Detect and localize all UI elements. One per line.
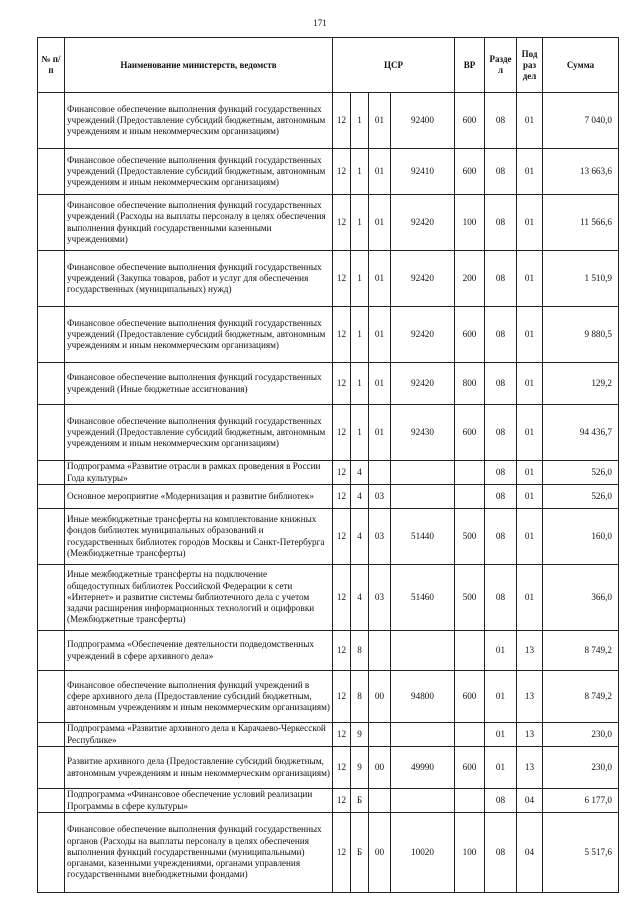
table-row: [38, 93, 619, 149]
cell-name: Подпрограмма «Развитие отрасли в рамках проведения в России Года культуры»: [65, 461, 333, 485]
header-razdel: Разде л: [485, 38, 517, 93]
cell-num: [38, 251, 65, 307]
cell-rz: 08: [485, 789, 517, 813]
cell-sum: 13 663,6: [543, 149, 619, 195]
table-row: [38, 307, 619, 363]
cell-rz: 08: [485, 813, 517, 893]
cell-c1: 12: [333, 461, 351, 485]
table-row: [38, 363, 619, 405]
cell-c4: 49990: [391, 747, 455, 789]
cell-c2: 9: [351, 723, 369, 747]
cell-c4: 92430: [391, 405, 455, 461]
cell-c3: [369, 789, 391, 813]
cell-vr: 600: [455, 149, 485, 195]
table-row: [38, 485, 619, 509]
cell-vr: [455, 461, 485, 485]
table-row: [38, 789, 619, 813]
cell-c3: 01: [369, 307, 391, 363]
cell-sum: 160,0: [543, 509, 619, 565]
cell-sum: 230,0: [543, 723, 619, 747]
cell-c4: 10020: [391, 813, 455, 893]
cell-num: [38, 405, 65, 461]
cell-rz: 01: [485, 723, 517, 747]
cell-pr: 01: [517, 363, 543, 405]
cell-pr: 01: [517, 405, 543, 461]
cell-pr: 04: [517, 813, 543, 893]
cell-c2: 1: [351, 405, 369, 461]
cell-num: [38, 565, 65, 631]
cell-pr: 13: [517, 723, 543, 747]
cell-sum: 94 436,7: [543, 405, 619, 461]
cell-vr: 600: [455, 405, 485, 461]
cell-c2: 4: [351, 461, 369, 485]
cell-name: Финансовое обеспечение выполнения функций государственных учреждений (Предоставление субсидий бюджетным, автономным учреждениям и иным некоммерческим организациям): [65, 93, 333, 149]
cell-c3: 01: [369, 251, 391, 307]
cell-num: [38, 813, 65, 893]
table-row: [38, 813, 619, 893]
cell-pr: 01: [517, 149, 543, 195]
cell-num: [38, 671, 65, 723]
cell-num: [38, 631, 65, 671]
cell-c4: 92420: [391, 363, 455, 405]
cell-vr: 500: [455, 565, 485, 631]
cell-num: [38, 789, 65, 813]
cell-c1: 12: [333, 307, 351, 363]
cell-vr: [455, 723, 485, 747]
cell-c4: [391, 631, 455, 671]
cell-num: [38, 363, 65, 405]
cell-num: [38, 149, 65, 195]
cell-c2: 1: [351, 307, 369, 363]
header-summa: Сумма: [543, 38, 619, 93]
cell-c3: 00: [369, 671, 391, 723]
cell-c3: 03: [369, 485, 391, 509]
cell-sum: 1 510,9: [543, 251, 619, 307]
cell-num: [38, 747, 65, 789]
table-row: [38, 747, 619, 789]
cell-rz: 08: [485, 93, 517, 149]
cell-c3: 01: [369, 195, 391, 251]
cell-c2: 1: [351, 363, 369, 405]
header-csr: ЦСР: [333, 38, 455, 93]
cell-c2: 9: [351, 747, 369, 789]
cell-rz: 08: [485, 405, 517, 461]
cell-name: Финансовое обеспечение выполнения функций государственных учреждений (Иные бюджетные ассигнования): [65, 363, 333, 405]
header-podrazdel: Под раз дел: [517, 38, 543, 93]
cell-c2: 1: [351, 149, 369, 195]
cell-rz: 08: [485, 307, 517, 363]
cell-c3: 01: [369, 93, 391, 149]
cell-c1: 12: [333, 671, 351, 723]
cell-name: Иные межбюджетные трансферты на подключение общедоступных библиотек Российской Федерации к сети «Интернет» и развитие системы библиотечного дела с учетом задачи расширения информационных технологий и оцифровки (Межбюджетные трансферты): [65, 565, 333, 631]
cell-pr: 01: [517, 251, 543, 307]
cell-name: Финансовое обеспечение выполнения функций государственных учреждений (Предоставление субсидий бюджетным, автономным учреждениям и иным некоммерческим организациям): [65, 307, 333, 363]
cell-pr: 01: [517, 195, 543, 251]
cell-sum: 366,0: [543, 565, 619, 631]
cell-vr: 500: [455, 509, 485, 565]
cell-rz: 01: [485, 671, 517, 723]
cell-sum: 11 566,6: [543, 195, 619, 251]
cell-c4: [391, 789, 455, 813]
cell-name: Подпрограмма «Обеспечение деятельности подведомственных учреждений в сфере архивного дела»: [65, 631, 333, 671]
cell-vr: 600: [455, 93, 485, 149]
cell-rz: 01: [485, 631, 517, 671]
cell-vr: 200: [455, 251, 485, 307]
cell-pr: 13: [517, 631, 543, 671]
cell-c2: 4: [351, 565, 369, 631]
cell-c2: 8: [351, 671, 369, 723]
cell-c1: 12: [333, 565, 351, 631]
cell-vr: 600: [455, 747, 485, 789]
cell-num: [38, 195, 65, 251]
cell-sum: 7 040,0: [543, 93, 619, 149]
cell-c1: 12: [333, 251, 351, 307]
cell-sum: 5 517,6: [543, 813, 619, 893]
cell-vr: [455, 789, 485, 813]
cell-name: Подпрограмма «Финансовое обеспечение условий реализации Программы в сфере культуры»: [65, 789, 333, 813]
cell-vr: 600: [455, 307, 485, 363]
cell-c4: 51440: [391, 509, 455, 565]
cell-name: Иные межбюджетные трансферты на комплектование книжных фондов библиотек муниципальных образований и государственных библиотек городов Москвы и Санкт-Петербурга (Межбюджетные трансферты): [65, 509, 333, 565]
cell-rz: 08: [485, 363, 517, 405]
cell-num: [38, 307, 65, 363]
cell-c1: 12: [333, 813, 351, 893]
table-row: [38, 565, 619, 631]
cell-c2: 1: [351, 195, 369, 251]
cell-name: Финансовое обеспечение выполнения функций государственных учреждений (Расходы на выплаты персоналу в целях обеспечения выполнения функций государственными казенными учреждениями): [65, 195, 333, 251]
cell-c4: 51460: [391, 565, 455, 631]
cell-c2: 8: [351, 631, 369, 671]
cell-rz: 08: [485, 565, 517, 631]
cell-vr: [455, 631, 485, 671]
cell-c3: [369, 631, 391, 671]
table-row: [38, 195, 619, 251]
cell-name: Подпрограмма «Развитие архивного дела в Карачаево-Черкесской Республике»: [65, 723, 333, 747]
cell-c4: 92420: [391, 195, 455, 251]
cell-pr: 01: [517, 461, 543, 485]
cell-c2: 1: [351, 251, 369, 307]
cell-c3: 03: [369, 565, 391, 631]
cell-pr: 01: [517, 509, 543, 565]
cell-sum: 129,2: [543, 363, 619, 405]
cell-num: [38, 485, 65, 509]
table-row: [38, 251, 619, 307]
cell-c4: 92420: [391, 307, 455, 363]
cell-c2: 4: [351, 509, 369, 565]
cell-c1: 12: [333, 723, 351, 747]
cell-c4: 92400: [391, 93, 455, 149]
cell-c3: 01: [369, 149, 391, 195]
cell-c4: 94800: [391, 671, 455, 723]
table-row: [38, 631, 619, 671]
cell-name: Финансовое обеспечение выполнения функций государственных учреждений (Предоставление субсидий бюджетным, автономным учреждениям и иным некоммерческим организациям): [65, 405, 333, 461]
cell-c3: [369, 461, 391, 485]
cell-c1: 12: [333, 789, 351, 813]
cell-c1: 12: [333, 93, 351, 149]
cell-pr: 01: [517, 93, 543, 149]
table-row: [38, 723, 619, 747]
page-number: 171: [313, 18, 327, 28]
cell-sum: 230,0: [543, 747, 619, 789]
cell-rz: 08: [485, 149, 517, 195]
cell-c1: 12: [333, 149, 351, 195]
cell-c1: 12: [333, 747, 351, 789]
table-row: [38, 509, 619, 565]
cell-c1: 12: [333, 405, 351, 461]
cell-c4: 92420: [391, 251, 455, 307]
table-row: [38, 149, 619, 195]
cell-sum: 526,0: [543, 485, 619, 509]
cell-pr: 13: [517, 671, 543, 723]
cell-c3: 03: [369, 509, 391, 565]
cell-c1: 12: [333, 509, 351, 565]
cell-vr: 800: [455, 363, 485, 405]
cell-name: Финансовое обеспечение выполнения функций учреждений в сфере архивного дела (Предоставление субсидий бюджетным, автономным учреждениям и иным некоммерческим организациям): [65, 671, 333, 723]
cell-c4: [391, 461, 455, 485]
cell-num: [38, 509, 65, 565]
cell-vr: [455, 485, 485, 509]
table-body: [38, 93, 619, 893]
cell-pr: 04: [517, 789, 543, 813]
cell-name: Развитие архивного дела (Предоставление субсидий бюджетным, автономным учреждениям и иным некоммерческим организациям): [65, 747, 333, 789]
cell-sum: 8 749,2: [543, 671, 619, 723]
cell-c3: [369, 723, 391, 747]
cell-c3: 01: [369, 405, 391, 461]
cell-rz: 08: [485, 485, 517, 509]
header-vr: ВР: [455, 38, 485, 93]
cell-c1: 12: [333, 631, 351, 671]
table-row: [38, 461, 619, 485]
cell-c1: 12: [333, 363, 351, 405]
cell-rz: 08: [485, 251, 517, 307]
cell-c4: [391, 723, 455, 747]
header-num: № п/п: [38, 38, 65, 93]
cell-pr: 01: [517, 565, 543, 631]
cell-rz: 08: [485, 461, 517, 485]
cell-rz: 08: [485, 509, 517, 565]
cell-c2: Б: [351, 813, 369, 893]
cell-c3: 00: [369, 747, 391, 789]
cell-c2: 4: [351, 485, 369, 509]
cell-pr: 13: [517, 747, 543, 789]
cell-num: [38, 461, 65, 485]
cell-name: Финансовое обеспечение выполнения функций государственных учреждений (Закупка товаров, работ и услуг для обеспечения государственных (муниципальных) нужд): [65, 251, 333, 307]
cell-name: Финансовое обеспечение выполнения функций государственных органов (Расходы на выплаты персоналу в целях обеспечения выполнения функций государственными (муниципальными) органами, казенными учреждениями, органами управления государственными внебюджетными фондами): [65, 813, 333, 893]
cell-c2: 1: [351, 93, 369, 149]
cell-c1: 12: [333, 485, 351, 509]
cell-c2: Б: [351, 789, 369, 813]
cell-sum: 9 880,5: [543, 307, 619, 363]
table-row: [38, 405, 619, 461]
cell-rz: 08: [485, 195, 517, 251]
cell-vr: 100: [455, 195, 485, 251]
cell-vr: 600: [455, 671, 485, 723]
cell-sum: 6 177,0: [543, 789, 619, 813]
cell-sum: 526,0: [543, 461, 619, 485]
cell-c1: 12: [333, 195, 351, 251]
cell-c4: 92410: [391, 149, 455, 195]
cell-sum: 8 749,2: [543, 631, 619, 671]
cell-pr: 01: [517, 307, 543, 363]
cell-name: Основное мероприятие «Модернизация и развитие библиотек»: [65, 485, 333, 509]
header-row: [38, 38, 619, 93]
cell-num: [38, 93, 65, 149]
cell-pr: 01: [517, 485, 543, 509]
cell-num: [38, 723, 65, 747]
cell-name: Финансовое обеспечение выполнения функций государственных учреждений (Предоставление субсидий бюджетным, автономным учреждениям и иным некоммерческим организациям): [65, 149, 333, 195]
cell-rz: 01: [485, 747, 517, 789]
cell-c3: 01: [369, 363, 391, 405]
budget-table: [37, 37, 619, 893]
cell-c4: [391, 485, 455, 509]
cell-c3: 00: [369, 813, 391, 893]
cell-vr: 100: [455, 813, 485, 893]
header-name: Наименование министерств, ведомств: [65, 38, 333, 93]
table-row: [38, 671, 619, 723]
